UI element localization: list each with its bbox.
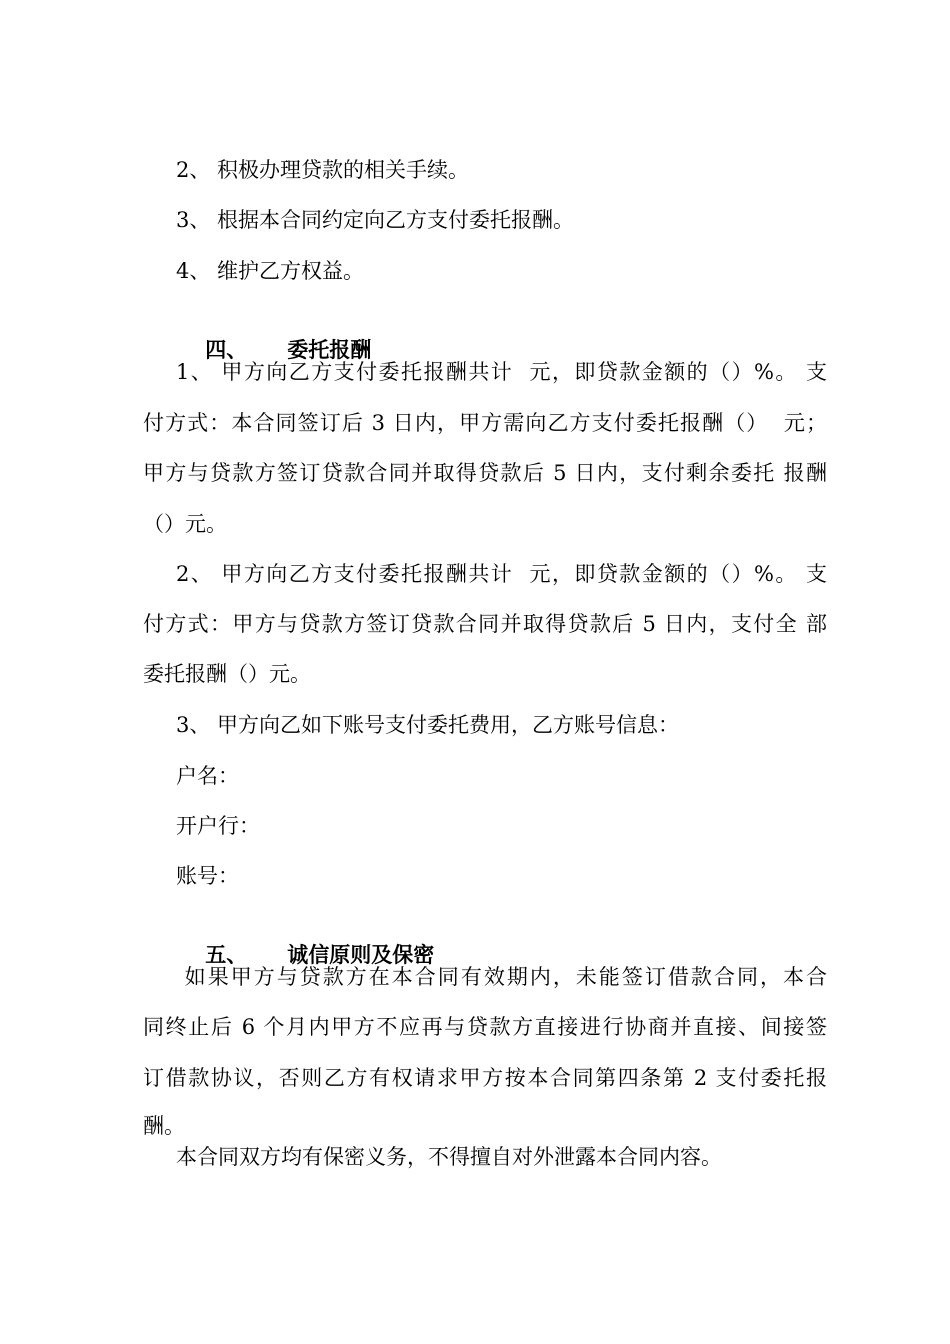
duty-line-3: 3、 根据本合同约定向乙方支付委托报酬。: [176, 208, 575, 232]
section-5-para-1-line-1: 如果甲方与贷款方在本合同有效期内，未能签订借款合同，本合: [176, 965, 827, 989]
duty-line-4: 4、 维护乙方权益。: [176, 259, 365, 283]
bank-label: 开户行：: [176, 814, 260, 838]
section-4-title: 委托报酬: [287, 337, 372, 362]
item-2-line-2: 付方式：甲方与贷款方签订贷款合同并取得贷款后 5 日内，支付全 部: [143, 612, 827, 636]
item-2-line-3: 委托报酬（）元。: [143, 662, 311, 686]
section-5-number: 五、: [205, 942, 248, 967]
section-5-para-2: 本合同双方均有保密义务，不得擅自对外泄露本合同内容。: [176, 1145, 722, 1169]
item-1-line-3: 甲方与贷款方签订贷款合同并取得贷款后 5 日内，支付剩余委托 报酬: [143, 461, 827, 485]
item-1-line-4: （）元。: [143, 512, 227, 536]
section-5-title: 诚信原则及保密: [287, 942, 435, 967]
section-5-para-1-line-2: 同终止后 6 个月内甲方不应再与贷款方直接进行协商并直接、间接签: [143, 1015, 827, 1039]
account-name-label: 户名：: [176, 764, 239, 788]
section-4-number: 四、: [205, 337, 248, 362]
section-5-para-1-line-3: 订借款协议，否则乙方有权请求甲方按本合同第四条第 2 支付委托报: [143, 1066, 827, 1090]
section-5-para-1-line-4: 酬。: [143, 1114, 185, 1138]
item-1-line-2: 付方式：本合同签订后 3 日内，甲方需向乙方支付委托报酬（） 元；: [143, 411, 827, 435]
account-number-label: 账号：: [176, 864, 239, 888]
item-2-line-1: 2、 甲方向乙方支付委托报酬共计 元，即贷款金额的（）%。 支: [176, 562, 827, 586]
item-3-line: 3、 甲方向乙如下账号支付委托费用，乙方账号信息：: [176, 713, 680, 737]
item-1-line-1: 1、 甲方向乙方支付委托报酬共计 元，即贷款金额的（）%。 支: [176, 360, 827, 384]
duty-line-2: 2、 积极办理贷款的相关手续。: [176, 158, 470, 182]
